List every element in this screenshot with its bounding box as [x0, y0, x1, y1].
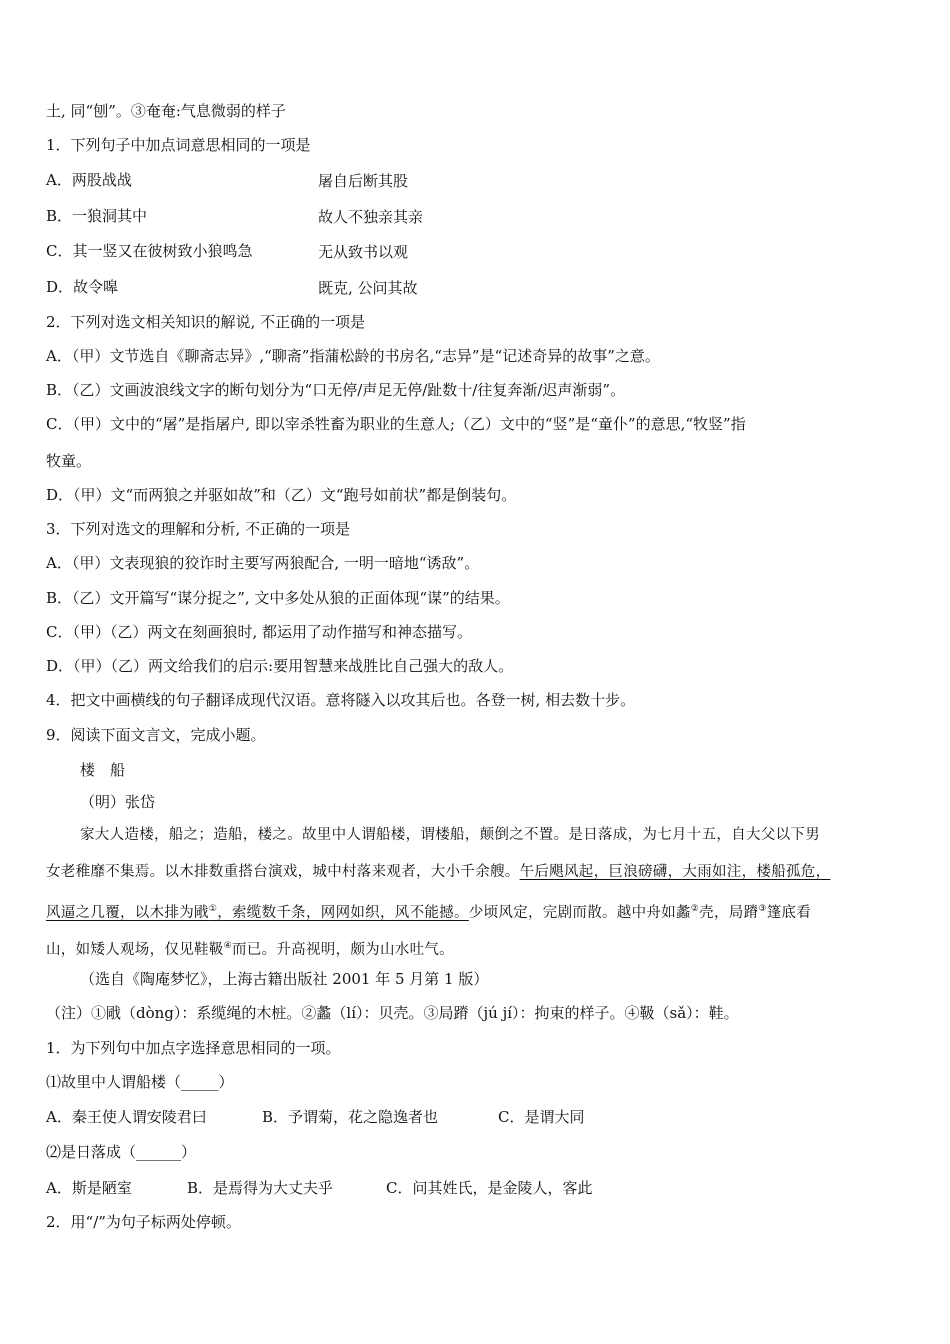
q1-option-c-left: C．其一竖又在彼树致小狼鸣急: [46, 242, 253, 260]
footnote-continuation: 土, 同“刨”。③奄奄:气息微弱的样子: [46, 102, 286, 120]
passage-line-4: 山，如矮人观场，仅见鞋靸④而已。升高视明，颇为山水吐气。: [46, 941, 454, 958]
q3-option-b: B．（乙）文开篇写“谋分捉之”, 文中多处从狼的正面体现“谋”的结果。: [46, 589, 510, 607]
q2-option-b: B．（乙）文画波浪线文字的断句划分为“口无停/声足无停/趾数十/往复奔渐/迟声渐弱”。: [46, 381, 626, 399]
q2-option-a: A．（甲）文节选自《聊斋志异》,“聊斋”指蒲松龄的书房名,“志异”是“记述奇异的故事”之意。: [46, 347, 660, 365]
sub-question-1-item-1-options: [46, 1107, 584, 1127]
sub-question-1-item-2: ⑵是日落成（______）: [46, 1143, 197, 1161]
underlined-sentence-part-1: 午后飓风起，巨浪磅礴，大雨如注，楼船孤危，: [519, 864, 831, 880]
passage-line-1: 家大人造楼，船之；造船，楼之。故里中人谓船楼，谓楼船，颠倒之不置。是日落成，为七月十五，自大父以下男: [80, 827, 820, 843]
item-2-option-a: A．斯是陋室: [46, 1179, 132, 1197]
q1-option-a-left: A．两股战战: [46, 171, 132, 189]
passage-notes: （注）①戙（dòng）：系缆绳的木桩。②蠡（lí）：贝壳。③局蹐（jú jí）：拘束的样子。④靸（sǎ）：鞋。: [46, 1004, 739, 1022]
question-9-stem: 9．阅读下面文言文，完成小题。: [46, 726, 266, 744]
underlined-sentence-part-2: 风逼之几覆，以木排为戙①，索缆数千条，网网如织，风不能撼。: [46, 904, 469, 921]
item-2-option-b: B．是焉得为大丈夫乎: [187, 1179, 334, 1197]
passage-source: （选自《陶庵梦忆》，上海古籍出版社 2001 年 5 月第 1 版）: [80, 970, 489, 988]
sub-question-1-item-2-options: [46, 1178, 592, 1198]
q1-option-b-left: B．一狼洞其中: [46, 207, 148, 225]
passage-author: （明）张岱: [80, 793, 156, 811]
q3-option-d: D．（甲）（乙）两文给我们的启示:要用智慧来战胜比自己强大的敌人。: [46, 657, 514, 675]
item-2-option-c: C．问其姓氏，是金陵人，客此: [386, 1179, 593, 1197]
q3-option-c: C．（甲）（乙）两文在刻画狼时, 都运用了动作描写和神态描写。: [46, 623, 473, 641]
question-2-stem: 2．下列对选文相关知识的解说, 不正确的一项是: [46, 313, 366, 331]
item-1-option-b: B．予谓菊，花之隐逸者也: [262, 1108, 439, 1126]
question-1-stem: 1．下列句子中加点词意思相同的一项是: [46, 136, 311, 154]
q1-option-a-right: 屠自后断其股: [318, 172, 409, 190]
q2-option-d: D．（甲）文“而两狼之并驱如故”和（乙）文“跑号如前状”都是倒装句。: [46, 486, 517, 504]
q1-option-c-right: 无从致书以观: [318, 243, 409, 261]
question-4-stem: 4．把文中画横线的句子翻译成现代汉语。意将隧入以攻其后也。各登一树, 相去数十步。: [46, 691, 636, 709]
question-3-stem: 3．下列对选文的理解和分析, 不正确的一项是: [46, 520, 351, 538]
passage-line-3: 风逼之几覆，以木排为戙①，索缆数千条，网网如织，风不能撼。少顷风定，完剧而散。越中舟如蠡②壳，局蹐③篷底看: [46, 904, 812, 921]
q1-option-b-right: 故人不独亲其亲: [318, 208, 424, 226]
item-1-option-a: A．秦王使人谓安陵君曰: [46, 1108, 207, 1126]
passage-title: 楼 船: [80, 761, 126, 779]
sub-question-1-item-1: ⑴故里中人谓船楼（_____）: [46, 1073, 234, 1091]
passage-line-2: [46, 862, 830, 882]
q2-option-c-line2: 牧童。: [46, 452, 92, 470]
q3-option-a: A．（甲）文表现狼的狡诈时主要写两狼配合, 一明一暗地“诱敌”。: [46, 554, 480, 572]
q1-option-d-right: 既克, 公问其故: [318, 279, 418, 297]
item-1-option-c: C．是谓大同: [498, 1108, 585, 1126]
sub-question-2-stem: 2．用“/”为句子标两处停顿。: [46, 1213, 241, 1231]
sub-question-1-stem: 1．为下列句中加点字选择意思相同的一项。: [46, 1039, 341, 1057]
passage-line-2-plain: 女老稚靡不集焉。以木排数重搭台演戏，城中村落来观者，大小千余艘。: [46, 864, 520, 880]
q1-option-d-left: D．故令嗥: [46, 278, 119, 296]
q2-option-c-line1: C．（甲）文中的“屠”是指屠户, 即以宰杀牲畜为职业的生意人;（乙）文中的“竖”是“童仆”的意思,“牧竖”指: [46, 415, 746, 433]
